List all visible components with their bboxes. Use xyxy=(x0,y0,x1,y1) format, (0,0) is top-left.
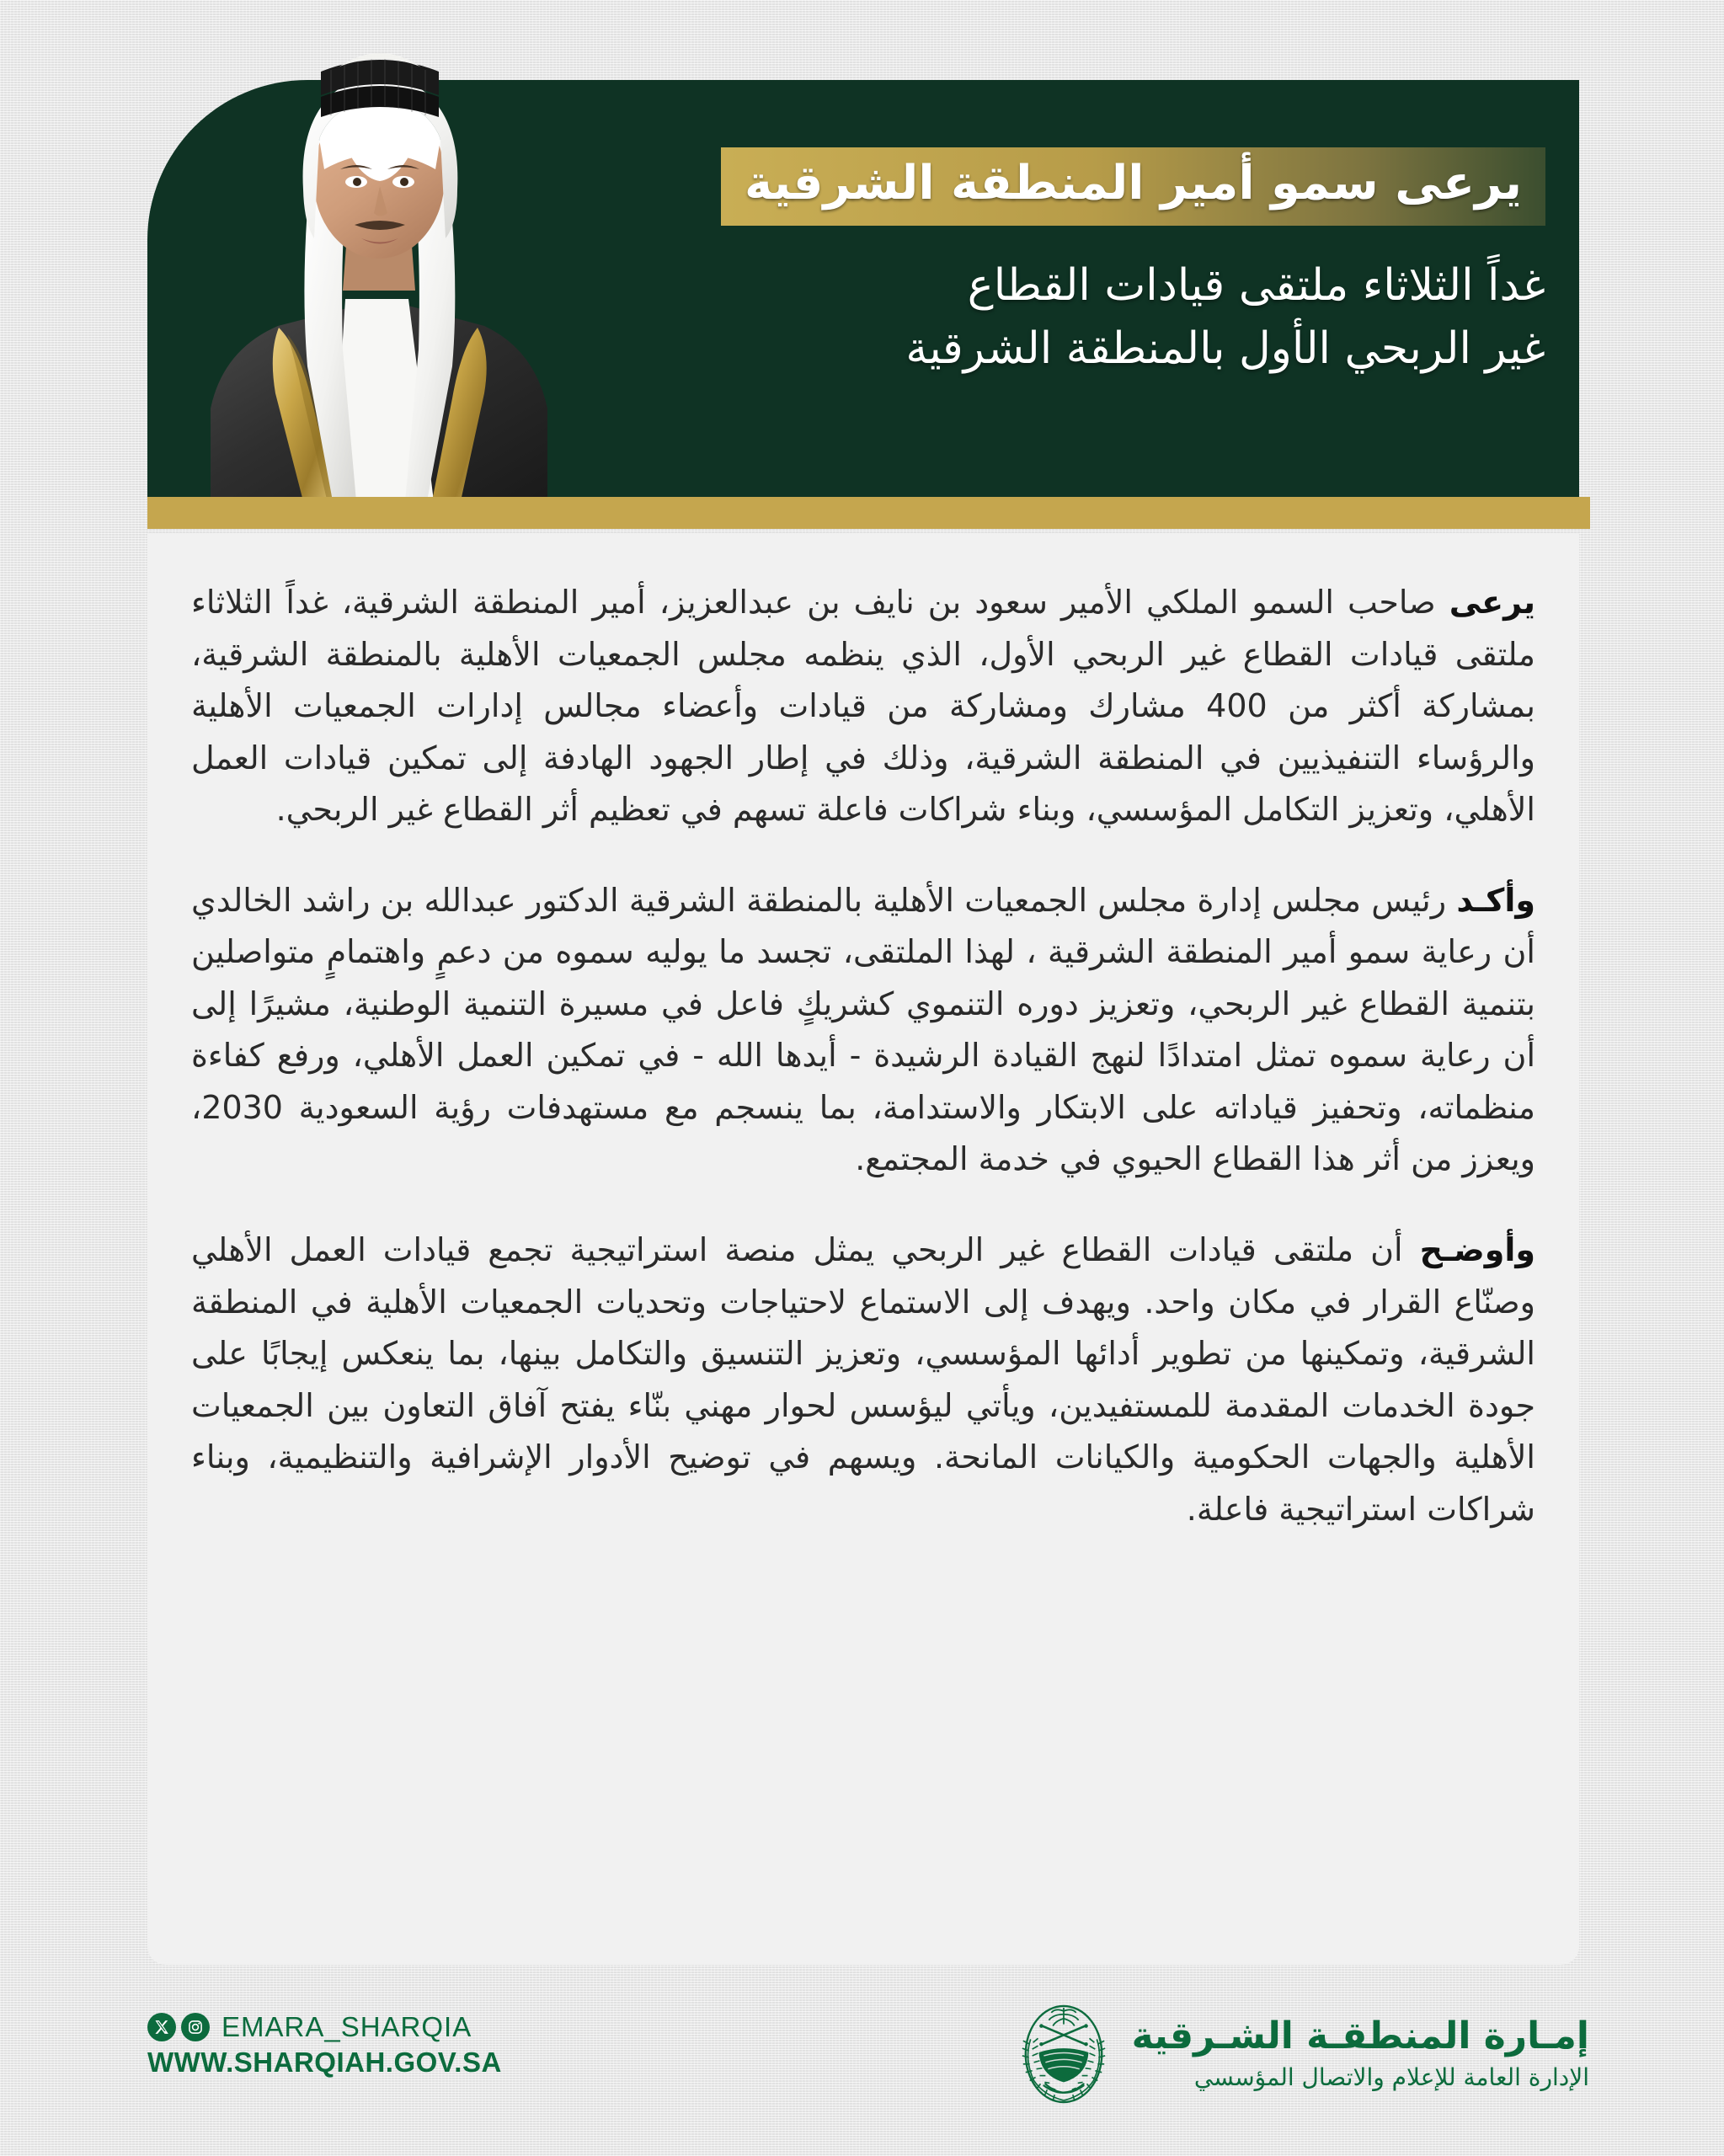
instagram-icon[interactable] xyxy=(181,2013,210,2041)
paragraph-3-text: أن ملتقى قيادات القطاع غير الربحي يمثل منصة استراتيجية تجمع قيادات العمل الأهلي وصنّاع القرار في مكان واحد. ويهدف إلى الاستماع لاحتياجات وتحديات الجمعيات الأهلية في المنطقة الشرقية، وتمكينها من تطوير أدائها المؤسسي، وتعزيز التنسيق والتكامل بينها، بما ينعكس إيجابًا على جودة الخدمات المقدمة للمستفيدين، ويأتي ليؤسس لحوار مهني بنّاء يفتح آفاق التعاون بين الجمعيات الأهلية والجهات الحكومية والكيانات المانحة. ويسهم في توضيح الأدوار الإشرافية والتنظيمية، وبناء شراكات استراتيجية فاعلة. xyxy=(191,1231,1535,1528)
headline: يرعى سمو أمير المنطقة الشرقية xyxy=(744,156,1522,211)
gold-divider-bar xyxy=(147,497,1590,529)
paragraph-2 xyxy=(191,875,1535,1186)
brand-subtitle: الإدارة العامة للإعلام والاتصال المؤسسي xyxy=(1193,2063,1589,2092)
article-body xyxy=(191,577,1535,1535)
x-twitter-icon[interactable] xyxy=(147,2013,176,2041)
paragraph-1-text: صاحب السمو الملكي الأمير سعود بن نايف بن عبدالعزيز، أمير المنطقة الشرقية، غداً الثلاثاء ملتقى قيادات القطاع غير الربحي الأول، الذي ينظمه مجلس الجمعيات الأهلية بالمنطقة الشرقية، بمشاركة أكثر من 400 مشارك ومشاركة من قيادات وأعضاء مجالس إدارات الجمعيات الأهلية والرؤساء التنفيذيين في المنطقة الشرقية، وذلك في إطار الجهود الهادفة إلى تمكين قيادات العمل الأهلي، وتعزيز التكامل المؤسسي، وبناء شراكات فاعلة تسهم في تعظيم أثر القطاع غير الربحي. xyxy=(191,584,1535,829)
brand-title: إمـارة المنطقـة الشـرقية xyxy=(1131,2015,1589,2058)
paragraph-1-lead: يرعى xyxy=(1449,584,1535,621)
paragraph-2-text: رئيس مجلس إدارة مجلس الجمعيات الأهلية بالمنطقة الشرقية الدكتور عبدالله بن راشد الخالدي أن رعاية سمو أمير المنطقة الشرقية ، لهذا الملتقى، تجسد ما يوليه سموه من دعمٍ واهتمامٍ متواصلين بتنمية القطاع غير الربحي، وتعزيز دوره التنموي كشريكٍ فاعل في مسيرة التنمية الوطنية، مشيرًا إلى أن رعاية سموه تمثل امتدادًا لنهج القيادة الرشيدة - أيدها الله - في تمكين العمل الأهلي، ورفع كفاءة منظماته، وتحفيز قياداته على الابتكار والاستدامة، بما ينسجم مع مستهدفات رؤية السعودية 2030، ويعزز من أثر هذا القطاع الحيوي في خدمة المجتمع. xyxy=(191,881,1535,1178)
paragraph-2-lead: وأكـد xyxy=(1456,881,1535,919)
article-card xyxy=(147,533,1579,1965)
header-text-block xyxy=(611,147,1545,382)
subheadline-line-1: غداً الثلاثاء ملتقى قيادات القطاع xyxy=(967,259,1545,311)
header-banner xyxy=(147,80,1579,497)
footer-brand-block xyxy=(1014,2001,1589,2107)
footer-social-block xyxy=(147,2011,502,2079)
subheadline-line-2: غير الربحي الأول بالمنطقة الشرقية xyxy=(905,323,1545,375)
paragraph-3 xyxy=(191,1225,1535,1535)
social-handle-row xyxy=(147,2011,502,2043)
paragraph-1 xyxy=(191,577,1535,836)
paragraph-3-lead: وأوضـح xyxy=(1419,1231,1535,1269)
social-handle-text[interactable]: EMARA_SHARQIA xyxy=(222,2011,472,2042)
website-url[interactable]: WWW.SHARQIAH.GOV.SA xyxy=(147,2047,502,2078)
saudi-ministry-of-interior-emblem-icon xyxy=(1014,2001,1113,2107)
footer xyxy=(0,1996,1724,2156)
brand-wordmark xyxy=(1132,2015,1589,2093)
headline-gold-band xyxy=(721,147,1545,226)
